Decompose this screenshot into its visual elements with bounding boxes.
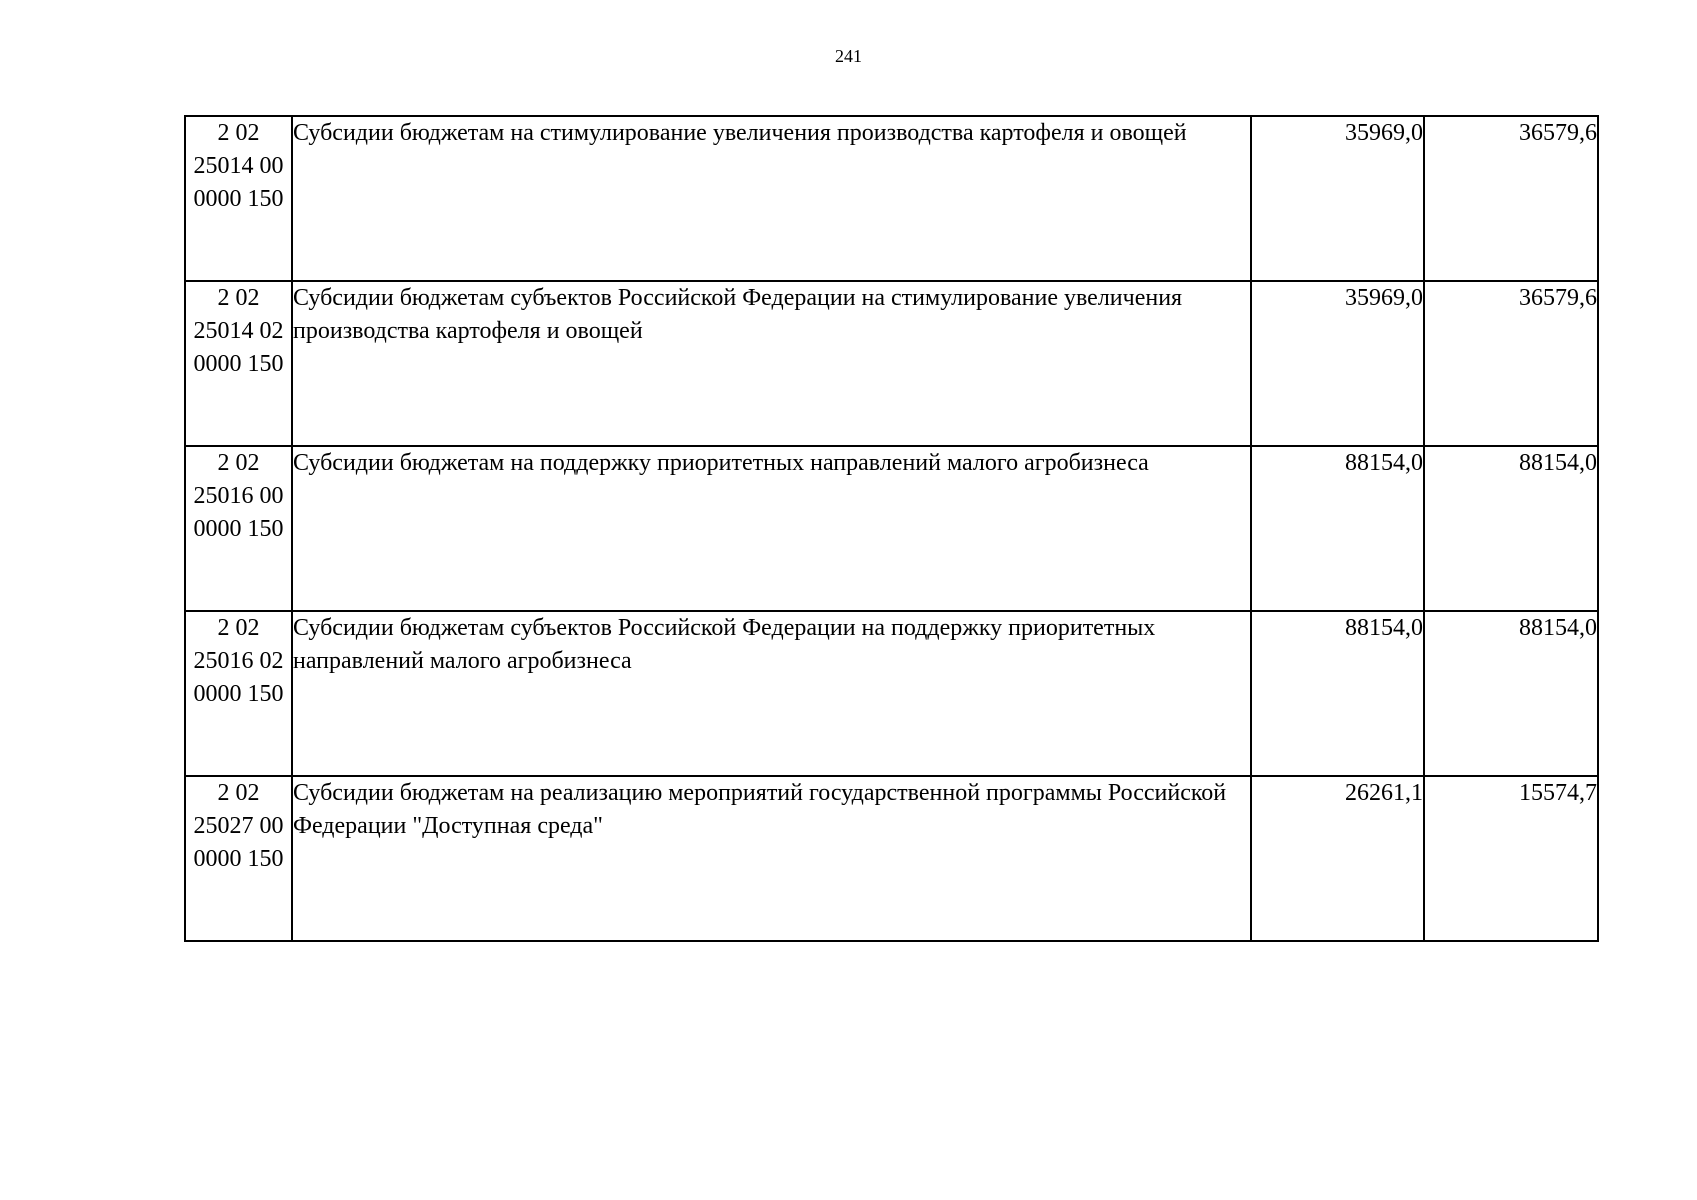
code-line: 0000 150 (193, 351, 284, 377)
row-description: Субсидии бюджетам на реализацию мероприятий государственной программы Российской Федерации "Доступная среда" (292, 776, 1251, 941)
table-row (185, 116, 1598, 281)
row-description: Субсидии бюджетам на стимулирование увеличения производства картофеля и овощей (292, 116, 1251, 281)
code-line: 25027 00 (193, 813, 284, 839)
code-line: 0000 150 (193, 846, 284, 872)
table-row (185, 446, 1598, 611)
budget-code (185, 116, 292, 281)
code-line: 25014 02 (193, 318, 284, 344)
budget-code (185, 446, 292, 611)
code-line: 25016 02 (193, 648, 284, 674)
code-line: 2 02 (217, 780, 260, 806)
amount-1: 88154,0 (1251, 611, 1424, 776)
amount-1: 35969,0 (1251, 116, 1424, 281)
code-line: 25016 00 (193, 483, 284, 509)
amount-1: 35969,0 (1251, 281, 1424, 446)
row-description: Субсидии бюджетам на поддержку приоритетных направлений малого агробизнеса (292, 446, 1251, 611)
code-line: 0000 150 (193, 186, 284, 212)
row-description: Субсидии бюджетам субъектов Российской Федерации на стимулирование увеличения производства картофеля и овощей (292, 281, 1251, 446)
table-row (185, 611, 1598, 776)
code-line: 2 02 (217, 615, 260, 641)
amount-1: 88154,0 (1251, 446, 1424, 611)
code-line: 2 02 (217, 285, 260, 311)
code-line: 0000 150 (193, 516, 284, 542)
amount-1: 26261,1 (1251, 776, 1424, 941)
code-line: 2 02 (217, 120, 260, 146)
code-line: 25014 00 (193, 153, 284, 179)
budget-code (185, 776, 292, 941)
page-number: 241 (835, 46, 862, 66)
budget-code (185, 611, 292, 776)
table-row (185, 776, 1598, 941)
amount-2: 88154,0 (1424, 611, 1598, 776)
amount-2: 36579,6 (1424, 281, 1598, 446)
amount-2: 36579,6 (1424, 116, 1598, 281)
table-row (185, 281, 1598, 446)
code-line: 0000 150 (193, 681, 284, 707)
code-line: 2 02 (217, 450, 260, 476)
row-description: Субсидии бюджетам субъектов Российской Федерации на поддержку приоритетных направлений малого агробизнеса (292, 611, 1251, 776)
amount-2: 88154,0 (1424, 446, 1598, 611)
budget-table (184, 115, 1599, 942)
amount-2: 15574,7 (1424, 776, 1598, 941)
budget-code (185, 281, 292, 446)
